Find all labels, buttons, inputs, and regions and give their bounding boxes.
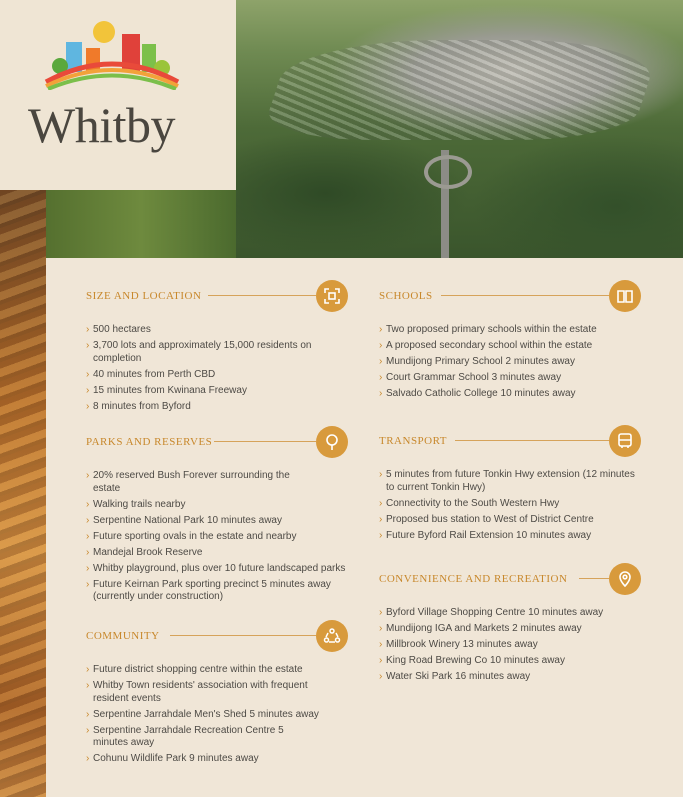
logo-panel	[0, 0, 236, 190]
list-item: › Court Grammar School 3 minutes away	[379, 372, 639, 385]
list-item: › Serpentine Jarrahdale Recreation Centre 5 minutes away	[86, 725, 293, 750]
features-panel	[46, 258, 683, 797]
list-item: › Byford Village Shopping Centre 10 minutes away	[379, 607, 639, 620]
list-item: › Proposed bus station to West of District Centre	[379, 514, 639, 527]
list-item: › 15 minutes from Kwinana Freeway	[86, 385, 326, 398]
divider	[441, 295, 609, 296]
bus-icon	[609, 425, 641, 457]
section-schools	[379, 280, 669, 404]
decorative-texture-strip	[0, 190, 46, 797]
city-skyline-logo-icon	[42, 18, 182, 90]
divider	[455, 440, 609, 441]
list-item: › 20% reserved Bush Forever surrounding the estate	[86, 470, 293, 495]
list-item: › Mundijong Primary School 2 minutes away	[379, 356, 639, 369]
list-item: › Salvado Catholic College 10 minutes away	[379, 388, 639, 401]
divider	[214, 441, 316, 442]
section-community	[86, 620, 366, 769]
list-item: › A proposed secondary school within the estate	[379, 340, 639, 353]
list-item: › Future sporting ovals in the estate and nearby	[86, 531, 356, 544]
convenience-list	[379, 607, 639, 684]
map-pin-icon	[609, 563, 641, 595]
list-item: › King Road Brewing Co 10 minutes away	[379, 655, 639, 668]
list-item: › Future district shopping centre within the estate	[86, 664, 336, 677]
parks-list	[86, 470, 356, 604]
section-title: TRANSPORT	[379, 435, 448, 447]
photo-housing-area	[260, 40, 662, 140]
expand-arrows-icon	[316, 280, 348, 312]
section-size-location	[86, 280, 366, 417]
book-icon	[609, 280, 641, 312]
section-title: SCHOOLS	[379, 290, 433, 302]
list-item: › 500 hectares	[86, 324, 326, 337]
divider	[170, 635, 316, 636]
list-item: › 8 minutes from Byford	[86, 401, 326, 414]
list-item: › Future Byford Rail Extension 10 minutes away	[379, 530, 639, 543]
brand-wordmark: Whitby	[28, 97, 175, 153]
aerial-estate-photo	[236, 0, 683, 258]
list-item: › Mundijong IGA and Markets 2 minutes away	[379, 623, 639, 636]
list-item: › 40 minutes from Perth CBD	[86, 369, 326, 382]
tree-icon	[316, 426, 348, 458]
section-transport	[379, 425, 669, 546]
list-item: › Whitby playground, plus over 10 future landscaped parks	[86, 563, 356, 576]
list-item: › Whitby Town residents' association with frequent resident events	[86, 680, 336, 705]
schools-list	[379, 324, 639, 401]
aerial-photo-foreground	[46, 190, 236, 258]
list-item: › Two proposed primary schools within the estate	[379, 324, 639, 337]
section-title: CONVENIENCE AND RECREATION	[379, 573, 568, 585]
section-convenience-recreation	[379, 563, 669, 687]
divider	[579, 578, 609, 579]
list-item: › Serpentine National Park 10 minutes away	[86, 515, 356, 528]
photo-roundabout	[424, 155, 472, 189]
list-item: › Serpentine Jarrahdale Men's Shed 5 minutes away	[86, 709, 336, 722]
divider	[208, 295, 316, 296]
list-item: › 3,700 lots and approximately 15,000 residents on completion	[86, 340, 326, 365]
people-icon	[316, 620, 348, 652]
list-item: › Future Keirnan Park sporting precinct 5 minutes away (currently under construction)	[86, 579, 356, 604]
list-item: › Connectivity to the South Western Hwy	[379, 498, 639, 511]
list-item: › Millbrook Winery 13 minutes away	[379, 639, 639, 652]
section-title: SIZE AND LOCATION	[86, 290, 202, 302]
section-parks-reserves	[86, 426, 366, 607]
section-title: COMMUNITY	[86, 630, 160, 642]
list-item: › Cohunu Wildlife Park 9 minutes away	[86, 753, 336, 766]
list-item: › Walking trails nearby	[86, 499, 356, 512]
size-list	[86, 324, 326, 413]
transport-list	[379, 469, 639, 542]
list-item: › 5 minutes from future Tonkin Hwy extension (12 minutes to current Tonkin Hwy)	[379, 469, 639, 494]
list-item: › Water Ski Park 16 minutes away	[379, 671, 639, 684]
section-title: PARKS AND RESERVES	[86, 436, 213, 448]
community-list	[86, 664, 336, 766]
list-item: › Mandejal Brook Reserve	[86, 547, 356, 560]
